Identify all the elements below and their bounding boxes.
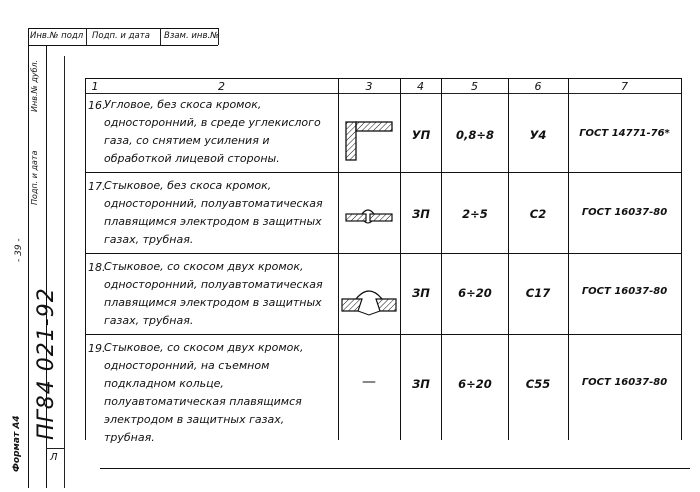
col-header-7: 7 <box>621 80 628 93</box>
row-number: 17. <box>88 180 106 193</box>
row-method: ЗП <box>412 286 430 300</box>
row-standard: ГОСТ 14771-76* <box>579 128 670 139</box>
corner-box-top <box>46 448 64 449</box>
row-divider-2 <box>85 253 681 254</box>
row-thickness: 2÷5 <box>462 207 488 221</box>
butt-weld-icon <box>344 205 394 231</box>
bevel-weld-icon <box>340 285 398 321</box>
frame-left-strip <box>64 56 65 488</box>
row-thickness: 6÷20 <box>458 377 492 391</box>
row-number: 19. <box>88 342 106 355</box>
row-standard: ГОСТ 16037-80 <box>581 207 668 218</box>
row-standard: ГОСТ 16037-80 <box>581 377 668 388</box>
row-method: ЗП <box>412 377 430 391</box>
stamp-bottom-border <box>28 45 218 46</box>
row-description: Угловое, без скоса кромок, односторонний, в среде углекислого газа, со снятием усиления и обработкой лицевой стороны. <box>104 98 321 165</box>
col-header-3: 3 <box>365 80 373 93</box>
table-right-border <box>681 78 682 440</box>
stamp-divider-2 <box>160 28 161 45</box>
table-header-bottom <box>85 93 681 94</box>
document-code: ПГ84 021-92 <box>34 287 59 440</box>
table-left-border <box>85 78 86 440</box>
row-standard: ГОСТ 16037-80 <box>581 286 668 297</box>
row-divider-3 <box>85 334 681 335</box>
row-number: 18. <box>88 261 106 274</box>
stamp-replace-inv: Взам. инв.№ <box>164 31 220 41</box>
row-divider-1 <box>85 172 681 173</box>
stamp-sign-date: Подп. и дата <box>92 31 150 41</box>
angle-weld-icon <box>344 120 394 166</box>
col-header-5: 5 <box>471 80 478 93</box>
corner-mark: Л <box>50 452 58 463</box>
row-code: С17 <box>525 286 551 300</box>
stamp-inv-original: Инв.№ подл <box>30 31 84 41</box>
col-header-2: 2 <box>218 80 225 93</box>
col-divider-3 <box>400 78 401 440</box>
col-header-1: 1 <box>91 80 99 93</box>
row-method: ЗП <box>412 207 430 221</box>
table-top-border <box>85 78 681 79</box>
col-divider-5 <box>508 78 509 440</box>
stamp-divider-1 <box>86 28 87 45</box>
row-description: Стыковое, со скосом двух кромок, односторонний, полуавтоматическая плавящимся электродом в защитных газах, трубная. <box>104 260 323 327</box>
row-code: У4 <box>529 128 547 142</box>
row-thickness: 6÷20 <box>458 286 492 300</box>
stamp-top-border <box>28 28 218 29</box>
row-description: Стыковое, без скоса кромок, односторонний, полуавтоматическая плавящимся электродом в защитных газах, трубная. <box>104 179 323 246</box>
stamp-inv-duplicate: Инв.№ дубл. <box>30 59 39 112</box>
page-bottom-line <box>100 468 690 469</box>
row-sketch-dash: — <box>362 374 376 390</box>
frame-left-outer <box>28 28 29 488</box>
col-divider-4 <box>441 78 442 440</box>
page-number: - 39 - <box>14 238 24 262</box>
stamp-left-sign-date: Подп. и дата <box>30 150 39 205</box>
col-divider-2 <box>338 78 339 440</box>
col-header-4: 4 <box>417 80 424 93</box>
row-thickness: 0,8÷8 <box>455 128 494 142</box>
row-code: С55 <box>525 377 551 391</box>
row-code: С2 <box>529 207 547 221</box>
row-description: Стыковое, со скосом двух кромок, односторонний, на съемном подкладном кольце, полуавтоматическая плавящимся электродом в защитных газах, трубная. <box>104 341 304 444</box>
col-header-6: 6 <box>534 80 542 93</box>
row-method: УП <box>411 128 431 142</box>
row-number: 16. <box>88 99 106 112</box>
format-label: Формат А4 <box>12 415 22 472</box>
